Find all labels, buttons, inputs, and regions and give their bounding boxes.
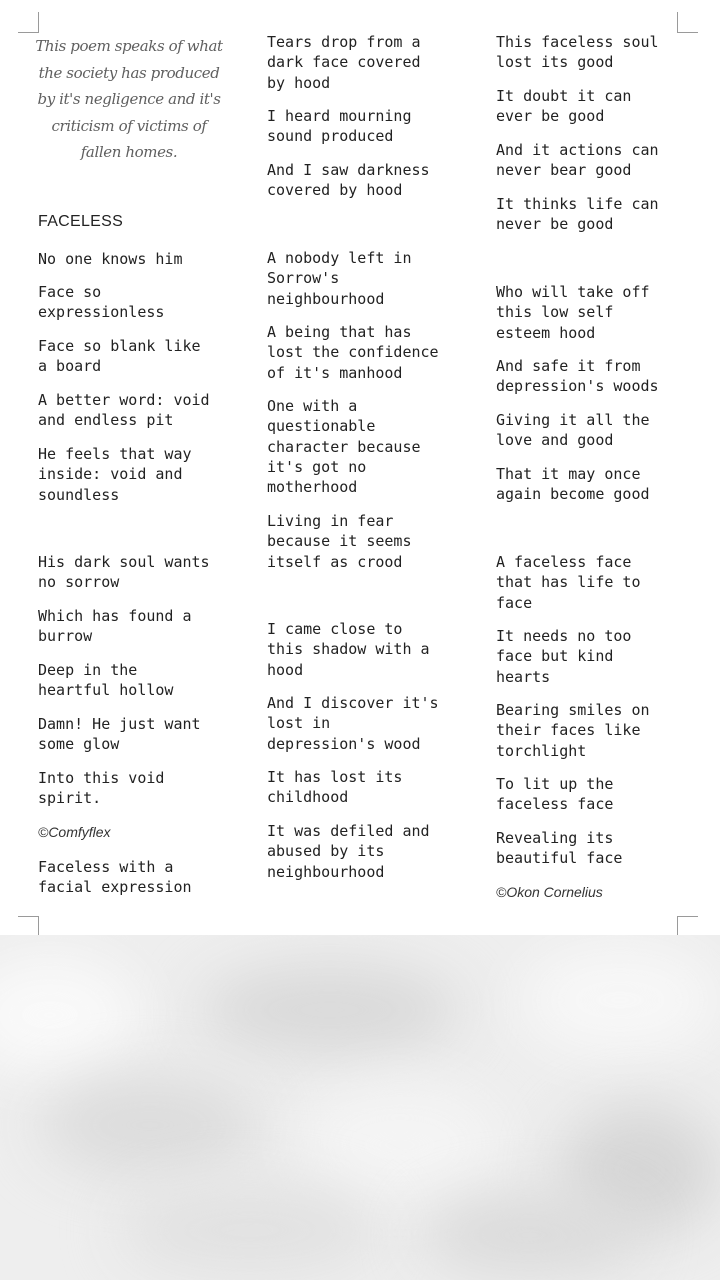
stanza: And I saw darkness covered by hood (267, 161, 430, 200)
stanza: And safe it from depression's woods (496, 357, 659, 396)
stanza: A better word: void and endless pit (38, 391, 210, 430)
stanza: And I discover it's lost in depression's wood (267, 694, 439, 753)
stanza: Bearing smiles on their faces like torchlight (496, 701, 650, 760)
poem-title: FACELESS (38, 213, 124, 230)
blur-patch (40, 1075, 260, 1175)
stanza: To lit up the faceless face (496, 775, 614, 814)
blurred-next-page (0, 935, 720, 1280)
stanza: Deep in the heartful hollow (38, 661, 174, 700)
blur-patch (520, 945, 720, 1055)
crop-mark-bottom-left (18, 916, 39, 937)
crop-mark-top-right (677, 12, 698, 33)
blur-patch (0, 955, 140, 1075)
stanza: A faceless face that has life to face (496, 553, 641, 612)
stanza: That it may once again become good (496, 465, 650, 504)
stanza: No one knows him (38, 250, 183, 268)
stanza: A nobody left in Sorrow's neighbourhood (267, 249, 412, 308)
stanza: Damn! He just want some glow (38, 715, 201, 754)
stanza: Which has found a burrow (38, 607, 192, 646)
stanza: Tears drop from a dark face covered by hood (267, 33, 421, 92)
stanza: It needs no too face but kind hearts (496, 627, 632, 686)
stanza: Into this void spirit. (38, 769, 165, 808)
stanza: It was defiled and abused by its neighbourhood (267, 822, 430, 881)
stanza: It doubt it can ever be good (496, 87, 632, 126)
signature-comfyflex: ©Comfyflex (38, 824, 111, 840)
stanza: And it actions can never bear good (496, 141, 659, 180)
stanza: This faceless soul lost its good (496, 33, 659, 72)
stanza: One with a questionable character because it's got no motherhood (267, 397, 421, 497)
stanza: Who will take off this low self esteem hood (496, 283, 650, 342)
stanza: His dark soul wants no sorrow (38, 553, 210, 592)
stanza: He feels that way inside: void and soundless (38, 445, 192, 504)
stanza: It has lost its childhood (267, 768, 403, 807)
crop-mark-top-left (18, 12, 39, 33)
blur-patch (200, 965, 460, 1055)
poem-intro: This poem speaks of what the society has produced by it's negligence and it's criticism of victims of fallen homes. (35, 37, 223, 161)
stanza: Face so blank like a board (38, 337, 201, 376)
stanza: Giving it all the love and good (496, 411, 650, 450)
stanza: I came close to this shadow with a hood (267, 620, 430, 679)
stanza: Faceless with a facial expression (38, 858, 192, 897)
signature-okon-cornelius: ©Okon Cornelius (496, 884, 603, 900)
stanza: Revealing its beautiful face (496, 829, 623, 868)
stanza: Living in fear because it seems itself as crood (267, 512, 412, 571)
stanza: I heard mourning sound produced (267, 107, 412, 146)
blur-patch (420, 1195, 640, 1275)
stanza: A being that has lost the confidence of it's manhood (267, 323, 439, 382)
blur-patch (300, 1085, 500, 1205)
crop-mark-bottom-right (677, 916, 698, 937)
blur-patch (120, 1185, 380, 1275)
stanza: It thinks life can never be good (496, 195, 659, 234)
stanza: Face so expressionless (38, 283, 165, 322)
